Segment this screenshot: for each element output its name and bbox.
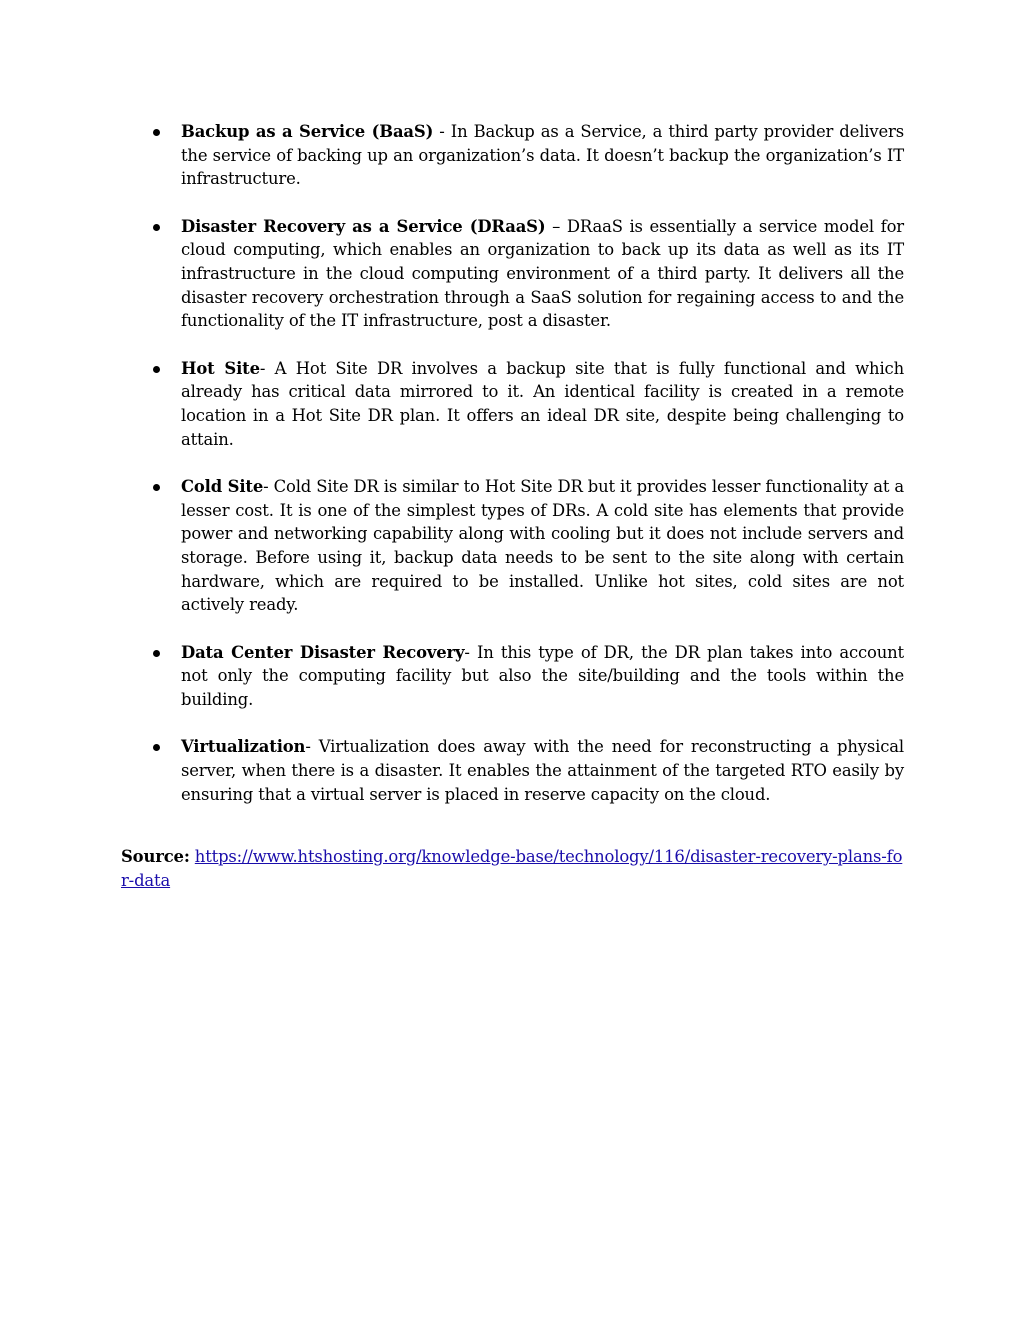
term-baas: Backup as a Service (BaaS) — [181, 122, 434, 141]
list-item-data-center-dr — [121, 641, 904, 712]
description-draas: – DRaaS is essentially a service model for cloud computing, which enables an organization to back up its data as well as its IT infrastructure in the cloud computing environment of a third party. It delivers all the disaster recovery orchestration through a SaaS solution for regaining access to and the functionality of the IT infrastructure, post a disaster. — [181, 216, 904, 331]
list-item-cold-site — [121, 475, 904, 617]
description-hot-site: - A Hot Site DR involves a backup site that is fully functional and which already has critical data mirrored to it. An identical facility is created in a remote location in a Hot Site DR plan. It offers an ideal DR site, despite being challenging to attain. — [181, 358, 904, 449]
description-baas: - In Backup as a Service, a third party provider delivers the service of backing up an organization’s data. It doesn’t backup the organization’s IT infrastructure. — [181, 122, 904, 189]
description-cold-site: - Cold Site DR is similar to Hot Site DR but it provides lesser functionality at a lesser cost. It is one of the simplest types of DRs. A cold site has elements that provide power and networking capability along with cooling but it does not include servers and storage. Before using it, backup data needs to be sent to the site along with certain hardware, which are required to be installed. Unlike hot sites, cold sites are not actively ready. — [181, 477, 904, 615]
description-virtualization: - Virtualization does away with the need for reconstructing a physical server, when there is a disaster. It enables the attainment of the targeted RTO easily by ensuring that a virtual server is placed in reserve capacity on the cloud. — [181, 737, 904, 804]
term-virtualization: Virtualization — [181, 737, 306, 757]
source-link[interactable]: https://www.htshosting.org/knowledge-base/technology/116/disaster-recovery-plans-for-data — [121, 847, 903, 890]
dr-types-list — [121, 120, 904, 830]
bullet-icon — [153, 224, 160, 231]
bullet-icon — [153, 744, 160, 751]
source-label: Source: — [121, 847, 190, 866]
bullet-icon — [153, 650, 160, 657]
bullet-icon — [153, 366, 160, 373]
list-item-hot-site — [121, 357, 904, 451]
term-draas: Disaster Recovery as a Service (DRaaS) — [181, 216, 546, 236]
bullet-icon — [153, 484, 160, 491]
bullet-icon — [153, 129, 160, 136]
list-item-draas — [121, 215, 904, 333]
list-item-virtualization — [121, 735, 904, 806]
source-citation — [121, 845, 904, 892]
term-data-center-dr: Data Center Disaster Recovery — [181, 642, 465, 662]
list-item-baas — [121, 120, 904, 191]
description-data-center-dr: - In this type of DR, the DR plan takes into account not only the computing facility but also the site/building and the tools within the building. — [181, 642, 904, 709]
term-cold-site: Cold Site — [181, 477, 264, 497]
term-hot-site: Hot Site — [181, 358, 260, 378]
